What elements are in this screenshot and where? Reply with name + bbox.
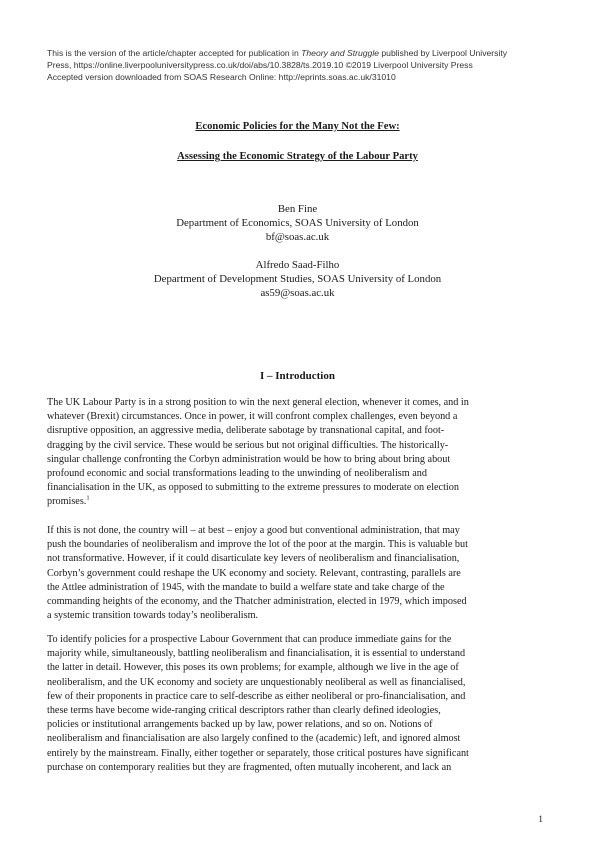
author-name: Alfredo Saad-Filho — [255, 259, 340, 271]
author-affiliation: Department of Economics, SOAS University of London — [176, 217, 419, 229]
publication-notice — [47, 47, 567, 83]
paragraph-3: To identify policies for a prospective Labour Government that can produce immediate gains for the majority while, simultaneously, battling neoliberalism and financialisation, it is essential to understand the latter in detail. However, this poses its own problems; for example, although we live in the age of neoliberalism, and the UK economy and society are unquestionably neoliberal as well as financialised, few of their proponents in practice care to self-describe as either neoliberal or pro-financialisation, and these terms have become wide-ranging critical descriptors rather than clearly defined ideologies, policies or institutional arrangements backed up by law, power relations, and so on. Notions of neoliberalism and financialisation are also largely confined to the (academic) left, and ignored almost entirely by the mainstream. Finally, either together or separately, those critical postures have significant purchase on contemporary realities but they are fragmented, often mutually incoherent, and lack an — [47, 634, 469, 773]
notice-line-3: Accepted version downloaded from SOAS Research Online: http://eprints.soas.ac.uk/31010 — [47, 72, 396, 82]
author-2 — [0, 258, 595, 300]
article-subtitle: Assessing the Economic Strategy of the Labour Party — [177, 151, 418, 162]
notice-line-1: This is the version of the article/chapter accepted for publication in Theory and Struggle published by Liverpool University — [47, 48, 508, 58]
notice-line-2: Press, https://online.liverpooluniversitypress.co.uk/doi/abs/10.3828/ts.2019.10 ©2019 Liverpool University Press — [47, 60, 473, 70]
journal-name: Theory and Struggle — [301, 48, 380, 58]
paragraph-1: The UK Labour Party is in a strong position to win the next general election, whenever it comes, and in whatever (Brexit) circumstances. Once in power, it will confront complex challenges, even beyond a disruptive opposition, an aggressive media, deliberate sabotage by transnational capital, and foot- dragging by the civil service. These would be serious but not original difficulties. The historically- singular challenge confronting the Corbyn administration would be how to bring about bring about profound economic and social transformations leading to the unwinding of neoliberalism and financialisation in the UK, as opposed to submitting to the extreme pressures to moderate on election promises.$^1$ — [47, 397, 469, 508]
paragraph-2: If this is not done, the country will – at best – enjoy a good but conventional administration, that may push the boundaries of neoliberalism and improve the lot of the poor at the margin. This is valuable but not transformative. However, if it could disarticulate key levers of neoliberalism and financialisation, Corbyn’s government could reshape the UK economy and society. Relevant, contrasting, parallels are the Attlee administration of 1945, with the mandate to build a welfare state and take charge of the commanding heights of the economy, and the Thatcher administration, elected in 1979, which imposed a systemic transition towards today’s neoliberalism. — [47, 525, 468, 622]
author-email: bf@soas.ac.uk — [265, 231, 330, 243]
footnote-marker[interactable]: 1 — [86, 495, 90, 503]
author-1 — [0, 202, 595, 244]
author-email: as59@soas.ac.uk — [260, 287, 335, 299]
author-affiliation: Department of Development Studies, SOAS University of London — [153, 273, 442, 285]
section-heading: I – Introduction — [260, 370, 335, 382]
page-number: 1 — [538, 815, 543, 825]
article-title: Economic Policies for the Many Not the Few: — [195, 121, 400, 132]
author-name: Ben Fine — [277, 203, 318, 215]
